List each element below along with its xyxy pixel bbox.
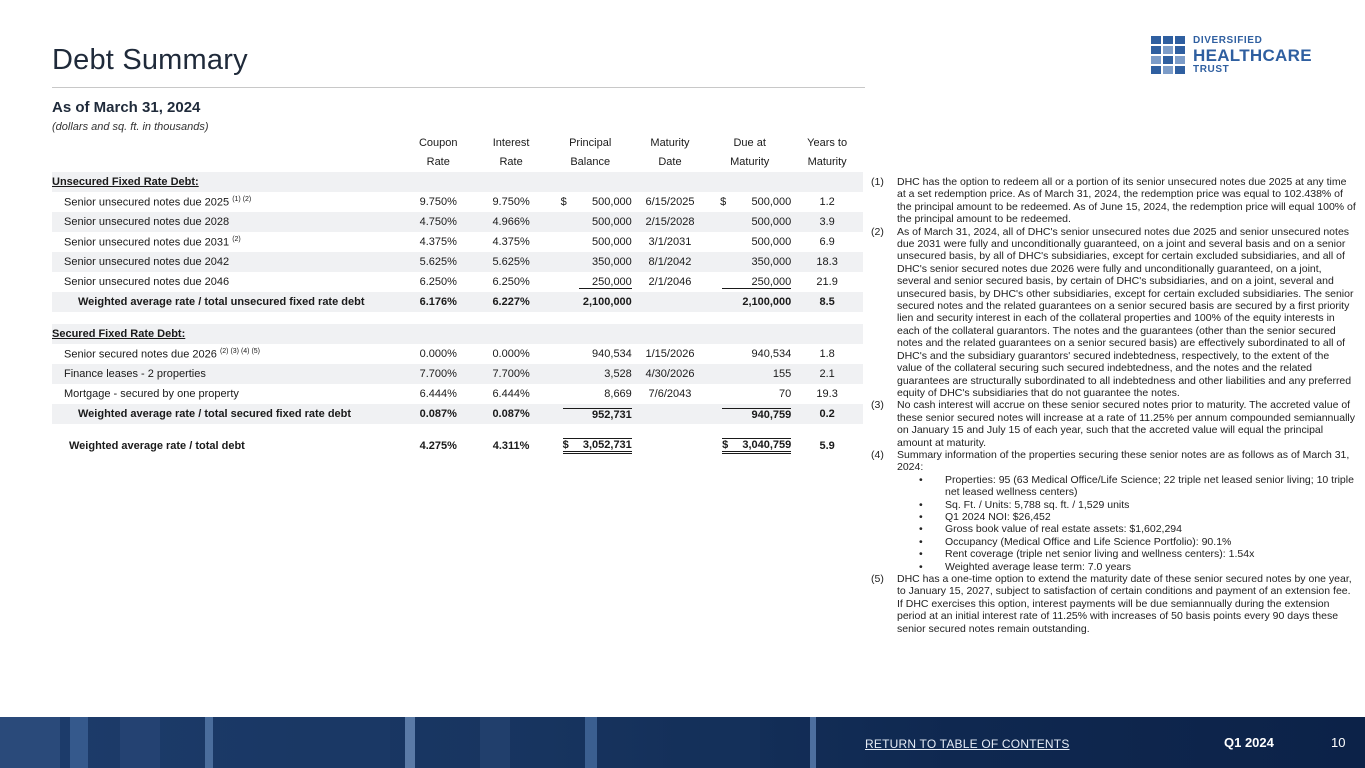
currency-sign: $	[560, 196, 567, 208]
table-row	[52, 232, 863, 252]
coupon-cell: 4.750%	[403, 212, 474, 232]
table-row	[52, 344, 863, 364]
footnote-5	[871, 573, 1357, 635]
due-cell: 940,759	[722, 408, 791, 421]
due-cell: 155	[708, 364, 791, 384]
col-interest-top: Interest	[492, 137, 530, 149]
row-desc: Senior secured notes due 2026	[64, 348, 217, 361]
footnote-text: No cash interest will accrue on these senior secured notes prior to maturity. The accreted value of these senior secured notes will increase at a rate of 11.25% per annum compounded semiannually on January 15 and July 15 of each year, such that the accreted value will equal the principal amount at maturity.	[897, 399, 1355, 449]
years-cell: 21.9	[816, 276, 838, 288]
grand-total-row	[52, 436, 863, 456]
due-cell: 500,000	[751, 236, 792, 248]
logo-line-2: HEALTHCARE	[1193, 46, 1312, 65]
interest-cell: 5.625%	[474, 252, 549, 272]
footnote-text: DHC has the option to redeem all or a portion of its senior unsecured notes due 2025 at any time at a set redemption price. As of March 31, 2024, the redemption price was equal to 102.438% of the principal amount to be redeemed. As of June 15, 2024, the redemption price will equal 100% of the principal amount to be redeemed.	[897, 176, 1356, 226]
interest-cell: 9.750%	[492, 196, 530, 208]
bullet-icon: •	[919, 473, 923, 486]
footer-band	[0, 717, 1365, 768]
col-coupon-bottom: Rate	[426, 156, 450, 168]
principal-cell: 940,534	[592, 348, 632, 360]
col-interest-bottom: Rate	[499, 156, 523, 168]
row-desc: Senior unsecured notes due 2028	[64, 216, 230, 228]
table-row	[52, 212, 863, 232]
return-to-toc-link[interactable]: RETURN TO TABLE OF CONTENTS	[865, 737, 1070, 751]
footnote-text: As of March 31, 2024, all of DHC's senior unsecured notes due 2025 and senior unsecured notes due 2031 were fully and unconditionally guaranteed, on a joint and several basis and on a senior unsecured basis, by all of DHC's subsidiaries, except for certain excluded subsidiaries, and all of DHC's senior secured notes due 2026 were fully and unconditionally guaranteed, on a joint, several and senior secured basis, by certain of DHC's subsidiaries, and on a joint, several and unsecured basis, by DHC's other subsidiaries, except for certain excluded subsidiaries. The senior secured notes and the related guarantees on a senior secured basis are secured by a first priority lien and security interest in each of the collateral properties and 100% of the equity interests in each of the collateral guarantors. The notes and the guarantees (other than the senior secured notes and the related guarantees on a senior secured basis) are effectively subordinated to all of DHC's and the subsidiary guarantors' secured indebtedness, respectively, to the extent of the value of the collateral securing such secured indebtedness, and the notes and the related guarantees are structurally subordinated to all indebtedness and other liabilities and any preferred equity of DHC's subsidiaries that do not guarantee the notes.	[897, 225, 1354, 399]
years-cell: 6.9	[819, 236, 835, 248]
due-cell: 500,000	[751, 196, 792, 208]
col-years-bottom: Maturity	[807, 156, 847, 168]
footnote-4	[871, 449, 1357, 474]
principal-cell: 3,052,731	[582, 439, 632, 451]
currency-sign: $	[562, 439, 569, 451]
debt-summary-table	[52, 134, 863, 456]
col-due-top: Due at	[733, 137, 766, 149]
logo-line-1: DIVERSIFIED	[1193, 35, 1263, 46]
maturity-cell: 1/15/2026	[645, 348, 695, 360]
due-cell: 940,534	[751, 348, 792, 360]
maturity-cell: 3/1/2031	[648, 236, 692, 248]
years-cell: 0.2	[791, 404, 863, 424]
table-row	[52, 384, 863, 404]
principal-cell: 500,000	[549, 212, 632, 232]
list-item: • Sq. Ft. / Units: 5,788 sq. ft. / 1,529 units	[919, 498, 1130, 511]
col-maturity-top: Maturity	[650, 137, 690, 149]
bullet-icon: •	[919, 548, 923, 561]
principal-cell: 8,669	[604, 388, 632, 400]
unsecured-heading: Unsecured Fixed Rate Debt:	[52, 176, 199, 188]
list-item: • Gross book value of real estate assets: $1,602,294	[919, 523, 1182, 536]
currency-sign: $	[720, 196, 727, 208]
as-of-date: As of March 31, 2024	[52, 99, 201, 116]
page-title: Debt Summary	[52, 44, 248, 76]
years-cell: 1.2	[819, 196, 835, 208]
list-item: • Weighted average lease term: 7.0 years	[919, 560, 1131, 573]
subtotal-desc: Weighted average rate / total secured fixed rate debt	[52, 404, 403, 424]
principal-cell: 952,731	[563, 408, 632, 421]
bullet-icon: •	[919, 560, 923, 573]
years-cell: 2.1	[791, 364, 863, 384]
principal-cell: 3,528	[549, 364, 632, 384]
coupon-cell: 9.750%	[419, 196, 457, 208]
principal-cell: 2,100,000	[549, 292, 632, 312]
header-row-bottom	[52, 153, 863, 172]
coupon-cell: 0.087%	[403, 404, 474, 424]
list-item: • Q1 2024 NOI: $26,452	[919, 510, 1051, 523]
footnotes	[871, 176, 1357, 635]
col-coupon-top: Coupon	[418, 137, 458, 149]
coupon-cell: 7.700%	[403, 364, 474, 384]
list-item: • Properties: 95 (63 Medical Office/Life Science; 22 triple net leased senior living; 10 triple net leased wellness centers)	[919, 473, 1354, 499]
company-logo	[1151, 36, 1321, 76]
section-heading-row	[52, 324, 863, 344]
col-principal-bottom: Balance	[570, 156, 611, 168]
due-cell: 350,000	[708, 252, 791, 272]
footnote-number: (3)	[871, 399, 884, 412]
interest-cell: 6.227%	[474, 292, 549, 312]
years-cell: 1.8	[819, 348, 835, 360]
maturity-cell: 7/6/2043	[648, 388, 692, 400]
subtotal-desc: Weighted average rate / total unsecured fixed rate debt	[52, 292, 403, 312]
coupon-cell: 6.176%	[403, 292, 474, 312]
principal-cell: 500,000	[592, 196, 632, 208]
footnote-ref: (2) (3) (4) (5)	[219, 347, 261, 355]
due-cell: 250,000	[722, 276, 791, 289]
years-cell: 8.5	[791, 292, 863, 312]
maturity-cell: 2/15/2028	[632, 212, 708, 232]
bullet-icon: •	[919, 535, 923, 548]
footnote-4-bullets	[871, 474, 1357, 573]
row-desc: Senior unsecured notes due 2042	[64, 256, 230, 268]
row-desc: Mortgage - secured by one property	[64, 388, 239, 400]
table-row	[52, 192, 863, 212]
due-cell: 2,100,000	[708, 292, 791, 312]
years-cell: 18.3	[791, 252, 863, 272]
footnote-number: (1)	[871, 176, 884, 188]
list-item: • Rent coverage (triple net senior living and wellness centers): 1.54x	[919, 548, 1255, 561]
row-desc: Senior unsecured notes due 2025	[64, 196, 230, 209]
row-desc: Finance leases - 2 properties	[64, 368, 206, 380]
logo-mark-icon	[1151, 36, 1187, 74]
row-desc: Senior unsecured notes due 2031	[64, 236, 230, 249]
footnote-number: (2)	[871, 225, 884, 238]
header-row-top	[52, 134, 863, 153]
col-maturity-bottom: Date	[658, 156, 682, 168]
interest-cell: 4.375%	[492, 236, 530, 248]
footnote-text: DHC has a one-time option to extend the maturity date of these senior secured notes by one year, to January 15, 2027, subject to satisfaction of certain conditions and payment of an extension fee. If DHC exercises this option, interest payments will be due semiannually during the extension period at an initial interest rate of 11.25% with increases of 50 basis points every 90 days these senior secured notes remain outstanding.	[897, 573, 1352, 635]
col-years-top: Years to	[807, 137, 848, 149]
principal-cell: 500,000	[592, 236, 632, 248]
subtotal-row	[52, 292, 863, 312]
maturity-cell: 4/30/2026	[632, 364, 708, 384]
col-principal-top: Principal	[569, 137, 612, 149]
maturity-cell: 2/1/2046	[648, 276, 692, 288]
row-desc: Senior unsecured notes due 2046	[64, 276, 230, 288]
bullet-icon: •	[919, 510, 923, 523]
interest-cell: 4.966%	[474, 212, 549, 232]
principal-cell: 250,000	[579, 276, 632, 289]
years-cell: 5.9	[819, 440, 835, 452]
footnote-3	[871, 399, 1357, 449]
page-number: 10	[1331, 735, 1346, 750]
table-row	[52, 364, 863, 384]
interest-cell: 0.087%	[474, 404, 549, 424]
subtotal-row	[52, 404, 863, 424]
quarter-label: Q1 2024	[1224, 735, 1274, 750]
coupon-cell: 6.444%	[419, 388, 457, 400]
title-divider	[52, 87, 865, 88]
secured-heading: Secured Fixed Rate Debt:	[52, 328, 186, 340]
due-cell: 3,040,759	[742, 439, 792, 451]
coupon-cell: 6.250%	[419, 276, 457, 288]
table-row	[52, 252, 863, 272]
maturity-cell: 8/1/2042	[632, 252, 708, 272]
footnote-number: (4)	[871, 448, 884, 461]
coupon-cell: 0.000%	[419, 348, 457, 360]
footnote-2	[871, 226, 1357, 400]
footnote-ref: (2)	[232, 235, 241, 243]
coupon-cell: 5.625%	[403, 252, 474, 272]
years-cell: 3.9	[791, 212, 863, 232]
section-heading-row	[52, 172, 863, 192]
interest-cell: 6.444%	[492, 388, 530, 400]
interest-cell: 7.700%	[474, 364, 549, 384]
coupon-cell: 4.275%	[419, 440, 457, 452]
bullet-icon: •	[919, 498, 923, 511]
col-due-bottom: Maturity	[730, 156, 770, 168]
logo-line-3: TRUST	[1193, 64, 1230, 75]
table-row	[52, 272, 863, 292]
years-cell: 19.3	[816, 388, 838, 400]
footnote-number: (5)	[871, 573, 884, 585]
principal-cell: 350,000	[549, 252, 632, 272]
grand-total-desc: Weighted average rate / total debt	[69, 440, 245, 452]
due-cell: 70	[779, 388, 792, 400]
interest-cell: 4.311%	[492, 440, 530, 452]
footnote-text: Summary information of the properties securing these senior notes are as follows as of March 31, 2024:	[897, 448, 1350, 474]
interest-cell: 6.250%	[492, 276, 530, 288]
list-item: • Occupancy (Medical Office and Life Science Portfolio): 90.1%	[919, 535, 1232, 548]
coupon-cell: 4.375%	[419, 236, 457, 248]
due-cell: 500,000	[708, 212, 791, 232]
footnote-1	[871, 176, 1357, 226]
maturity-cell: 6/15/2025	[645, 196, 695, 208]
footnote-ref: (1) (2)	[232, 195, 252, 203]
currency-sign: $	[722, 439, 729, 451]
interest-cell: 0.000%	[492, 348, 530, 360]
units-note: (dollars and sq. ft. in thousands)	[52, 121, 209, 133]
bullet-icon: •	[919, 523, 923, 536]
